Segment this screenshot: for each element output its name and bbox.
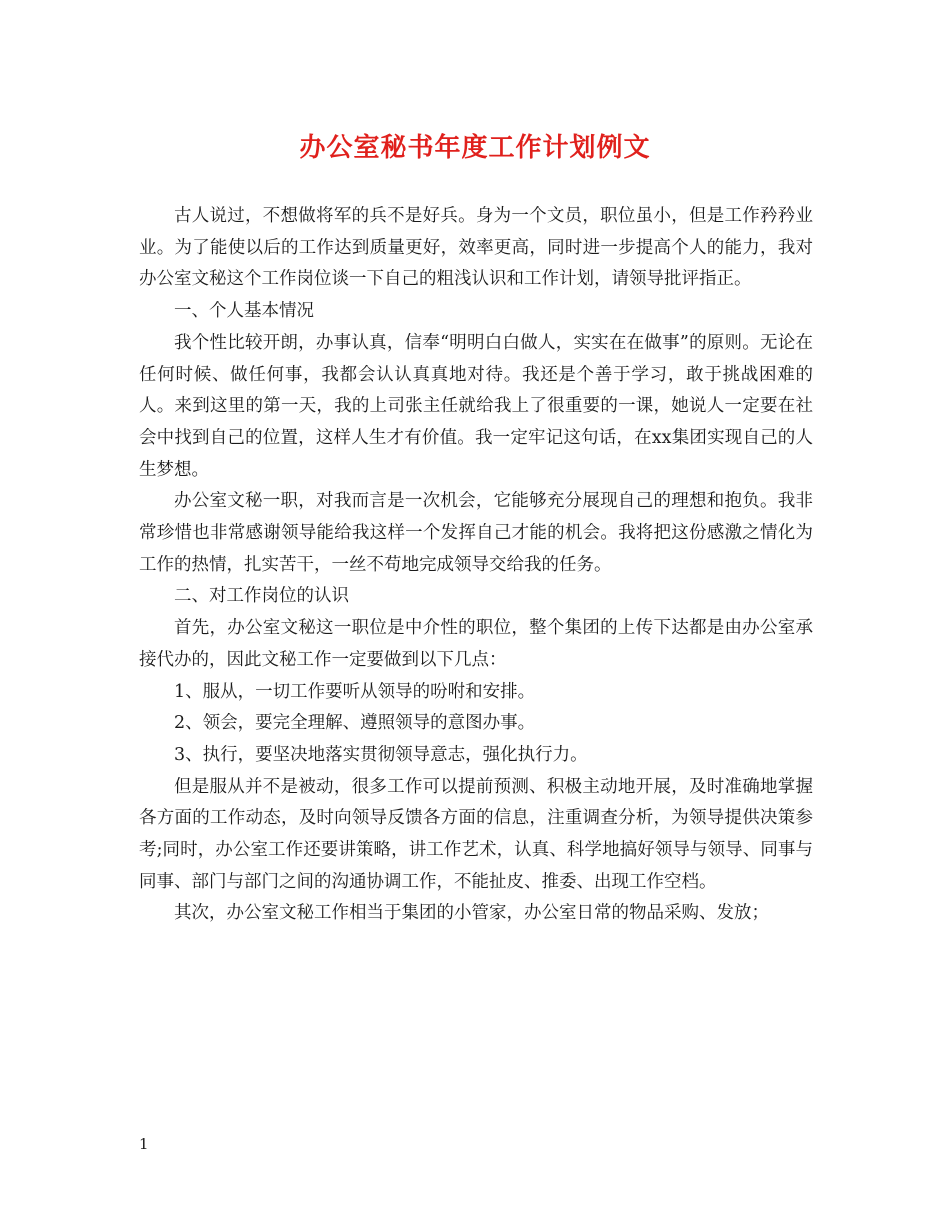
- paragraph-intro: 古人说过，不想做将军的兵不是好兵。身为一个文员，职位虽小，但是工作矜矜业业。为了能使以后的工作达到质量更好，效率更高，同时进一步提高个人的能力，我对办公室文秘这个工作岗位谈一下自己的粗浅认识和工作计划，请领导批评指正。: [139, 206, 813, 290]
- document-body: [139, 201, 813, 930]
- section-heading-personal-info: 一、个人基本情况: [174, 301, 314, 322]
- document-title: 办公室秘书年度工作计划例文: [299, 133, 651, 163]
- page-number: 1: [139, 1135, 149, 1153]
- paragraph-first-point: 首先，办公室文秘这一职位是中介性的职位，整个集团的上传下达都是由办公室承接代办的，因此文秘工作一定要做到以下几点：: [139, 618, 813, 670]
- list-item-obey: 1、服从，一切工作要听从领导的吩咐和安排。: [174, 681, 536, 702]
- paragraph-personality: 我个性比较开朗，办事认真，信奉“明明白白做人，实实在在做事”的原则。无论在任何时候、做任何事，我都会认认真真地对待。我还是个善于学习，敢于挑战困难的人。来到这里的第一天，我的上司张主任就给我上了很重要的一课，她说人一定要在社会中找到自己的位置，这样人生才有价值。我一定牢记这句话，在xx集团实现自己的人生梦想。: [139, 332, 813, 480]
- paragraph-second-point: 其次，办公室文秘工作相当于集团的小管家，办公室日常的物品采购、发放；: [174, 903, 769, 924]
- section-heading-job-understanding: 二、对工作岗位的认识: [174, 586, 349, 607]
- paragraph-proactive: 但是服从并不是被动，很多工作可以提前预测、积极主动地开展，及时准确地掌握各方面的工作动态，及时向领导反馈各方面的信息，注重调查分析，为领导提供决策参考;同时，办公室工作还要讲策略，讲工作艺术，认真、科学地搞好领导与领导、同事与同事、部门与部门之间的沟通协调工作，不能扯皮、推委、出现工作空档。: [139, 776, 813, 892]
- paragraph-opportunity: 办公室文秘一职，对我而言是一次机会，它能够充分展现自己的理想和抱负。我非常珍惜也非常感谢领导能给我这样一个发挥自己才能的机会。我将把这份感激之情化为工作的热情，扎实苦干，一丝不苟地完成领导交给我的任务。: [139, 491, 813, 575]
- list-item-execute: 3、执行，要坚决地落实贯彻领导意志，强化执行力。: [174, 744, 588, 765]
- list-item-comprehend: 2、领会，要完全理解、遵照领导的意图办事。: [174, 713, 536, 734]
